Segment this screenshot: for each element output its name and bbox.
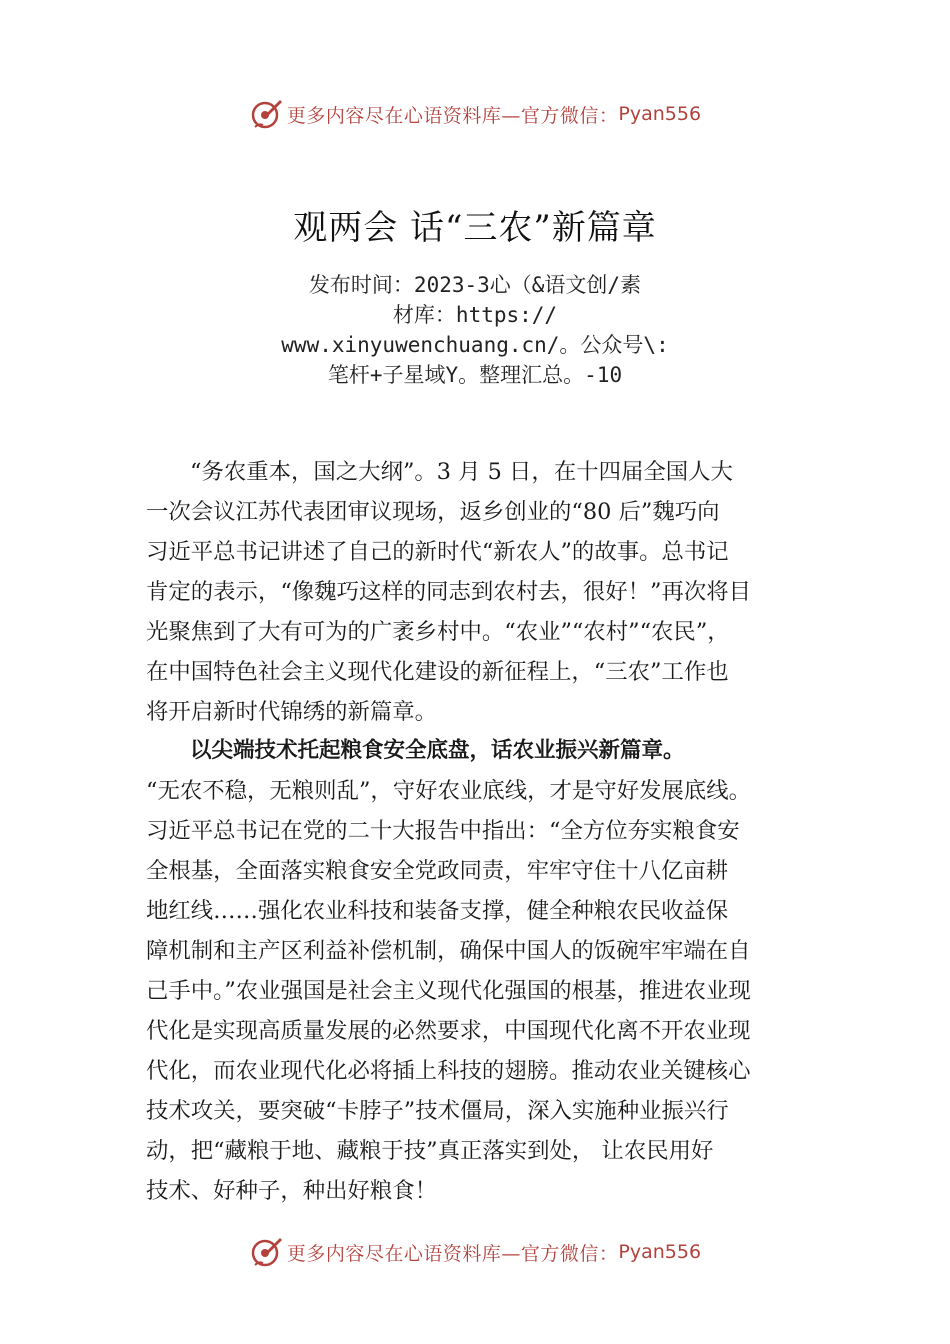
text-line: 光聚焦到了大有可为的广袤乡村中。“农业”“农村”“农民”， bbox=[146, 619, 730, 645]
article-title: 观两会 话“三农”新篇章 bbox=[293, 208, 657, 248]
watermark-wechat-id: Pyan556 bbox=[618, 1241, 702, 1263]
text-line: 障机制和主产区利益补偿机制，确保中国人的饭碗牢牢端在自 bbox=[146, 938, 751, 964]
text-line: 代化，而农业现代化必将插上科技的翅膀。推动农业关键核心 bbox=[146, 1058, 751, 1084]
watermark-text: 更多内容尽在心语资料库—官方微信： bbox=[286, 104, 619, 127]
text-line: 一次会议江苏代表团审议现场，返乡创业的“80 后”魏巧向 bbox=[146, 499, 720, 525]
meta-line: www.xinyuwenchuang.cn/。公众号\: bbox=[281, 333, 669, 357]
text-line: “务农重本，国之大纲”。3 月 5 日，在十四届全国人大 bbox=[190, 459, 733, 485]
section-heading: 以尖端技术托起粮食安全底盘，话农业振兴新篇章。 bbox=[190, 738, 685, 763]
pen-logo-icon bbox=[249, 1235, 283, 1269]
text-line: 在中国特色社会主义现代化建设的新征程上，“三农”工作也 bbox=[146, 659, 729, 685]
text-line: 习近平总书记讲述了自己的新时代“新农人”的故事。总书记 bbox=[146, 539, 729, 565]
watermark-wechat-id: Pyan556 bbox=[618, 103, 702, 125]
text-line: “无农不稳，无粮则乱”，守好农业底线，才是守好发展底线。 bbox=[146, 778, 752, 804]
text-line: 将开启新时代锦绣的新篇章。 bbox=[146, 699, 438, 725]
meta-line: 笔杆+子星域Y。整理汇总。-10 bbox=[327, 363, 623, 387]
paragraph-intro bbox=[146, 452, 818, 732]
watermark-banner-top bbox=[0, 94, 950, 134]
text-line: 肯定的表示，“像魏巧这样的同志到农村去，很好！”再次将目 bbox=[146, 579, 752, 605]
article-meta bbox=[240, 270, 710, 390]
text-line: 习近平总书记在党的二十大报告中指出：“全方位夯实粮食安 bbox=[146, 818, 740, 844]
watermark-text: 更多内容尽在心语资料库—官方微信： bbox=[286, 1242, 619, 1265]
text-line: 技术攻关，要突破“卡脖子”技术僵局，深入实施种业振兴行 bbox=[146, 1098, 729, 1124]
text-line: 动，把“藏粮于地、藏粮于技”真正落实到处， 让农民用好 bbox=[146, 1138, 714, 1164]
meta-line: 材库：https:// bbox=[392, 303, 558, 327]
paragraph-agriculture-tech bbox=[146, 731, 818, 1211]
text-line: 技术、好种子，种出好粮食！ bbox=[146, 1178, 438, 1204]
text-line: 全根基，全面落实粮食安全党政同责，牢牢守住十八亿亩耕 bbox=[146, 858, 729, 884]
text-line: 己手中。”农业强国是社会主义现代化强国的根基，推进农业现 bbox=[146, 978, 751, 1004]
text-line: 地红线……强化农业科技和装备支撑，健全种粮农民收益保 bbox=[146, 898, 729, 924]
meta-line: 发布时间：2023-3心（&语文创/素 bbox=[308, 273, 642, 297]
watermark-banner-bottom bbox=[0, 1232, 950, 1272]
text-line: 代化是实现高质量发展的必然要求，中国现代化离不开农业现 bbox=[146, 1018, 751, 1044]
pen-logo-icon bbox=[249, 97, 283, 131]
